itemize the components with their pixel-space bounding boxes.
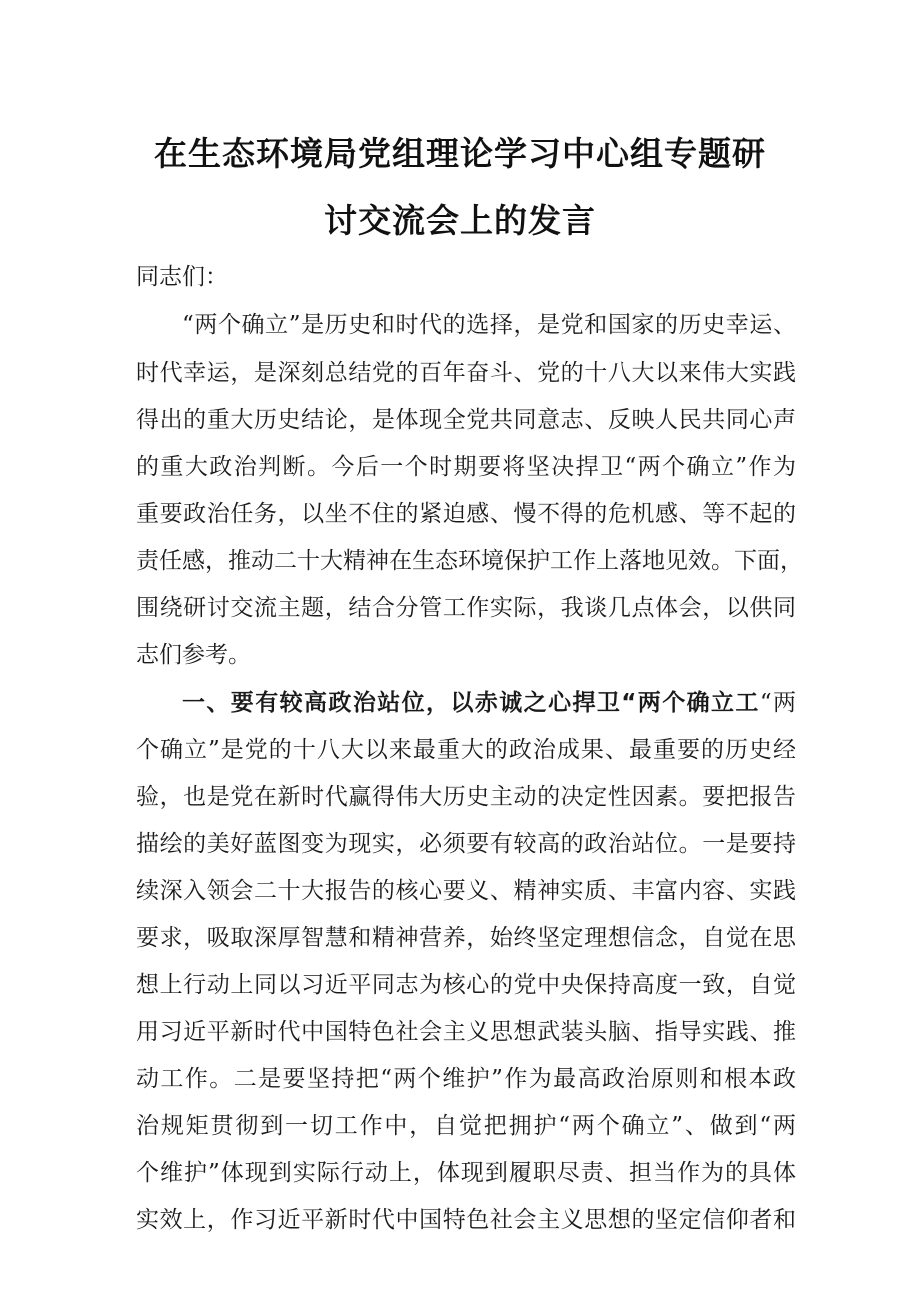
section-1-line: 个确立”是党的十八大以来最重大的政治成果、最重要的历史经 bbox=[136, 737, 796, 763]
section-1-heading: 一、要有较高政治站位，以赤诚之心捍卫“两个确立工 bbox=[182, 690, 760, 716]
paragraph-1-line: 志们参考。 bbox=[136, 642, 251, 668]
paragraph-1-line: 的重大政治判断。今后一个时期要将坚决捍卫“两个确立”作为 bbox=[136, 454, 796, 480]
paragraph-1-line: 责任感，推动二十大精神在生态环境保护工作上落地见效。下面， bbox=[136, 548, 803, 574]
section-1-line: 个维护”体现到实际行动上，体现到履职尽责、担当作为的具体 bbox=[136, 1160, 796, 1186]
salutation: 同志们： bbox=[136, 264, 228, 290]
document-title-line-2: 讨交流会上的发言 bbox=[324, 201, 596, 240]
section-1-line: 动工作。二是要坚持把“两个维护”作为最高政治原则和根本政 bbox=[136, 1066, 796, 1092]
paragraph-1-line: 时代幸运，是深刻总结党的百年奋斗、党的十八大以来伟大实践 bbox=[136, 360, 796, 386]
paragraph-1-line: 得出的重大历史结论，是体现全党共同意志、反映人民共同心声 bbox=[136, 407, 796, 433]
section-1-heading-tail: “两 bbox=[759, 690, 796, 716]
section-1-line: 治规矩贯彻到一切工作中，自觉把拥护“两个确立”、做到“两 bbox=[136, 1113, 796, 1139]
section-1-line: 验，也是党在新时代赢得伟大历史主动的决定性因素。要把报告 bbox=[136, 784, 796, 810]
paragraph-1-line: “两个确立”是历史和时代的选择，是党和国家的历史幸运、 bbox=[182, 312, 796, 338]
paragraph-1-line: 重要政治任务，以坐不住的紧迫感、慢不得的危机感、等不起的 bbox=[136, 501, 796, 527]
section-1-line: 描绘的美好蓝图变为现实，必须要有较高的政治站位。一是要持 bbox=[136, 831, 796, 857]
section-1-line: 用习近平新时代中国特色社会主义思想武装头脑、指导实践、推 bbox=[136, 1019, 796, 1045]
section-1-line: 续深入领会二十大报告的核心要义、精神实质、丰富内容、实践 bbox=[136, 878, 796, 904]
section-1-line: 想上行动上同以习近平同志为核心的党中央保持高度一致，自觉 bbox=[136, 972, 796, 998]
document-title-line-1: 在生态环境局党组理论学习中心组专题研 bbox=[154, 134, 766, 173]
section-1-heading-line bbox=[182, 688, 796, 718]
paragraph-1-line: 围绕研讨交流主题，结合分管工作实际，我谈几点体会，以供同 bbox=[136, 595, 796, 621]
section-1-line: 要求，吸取深厚智慧和精神营养，始终坚定理想信念，自觉在思 bbox=[136, 925, 796, 951]
section-1-line: 实效上，作习近平新时代中国特色社会主义思想的坚定信仰者和 bbox=[136, 1207, 796, 1233]
